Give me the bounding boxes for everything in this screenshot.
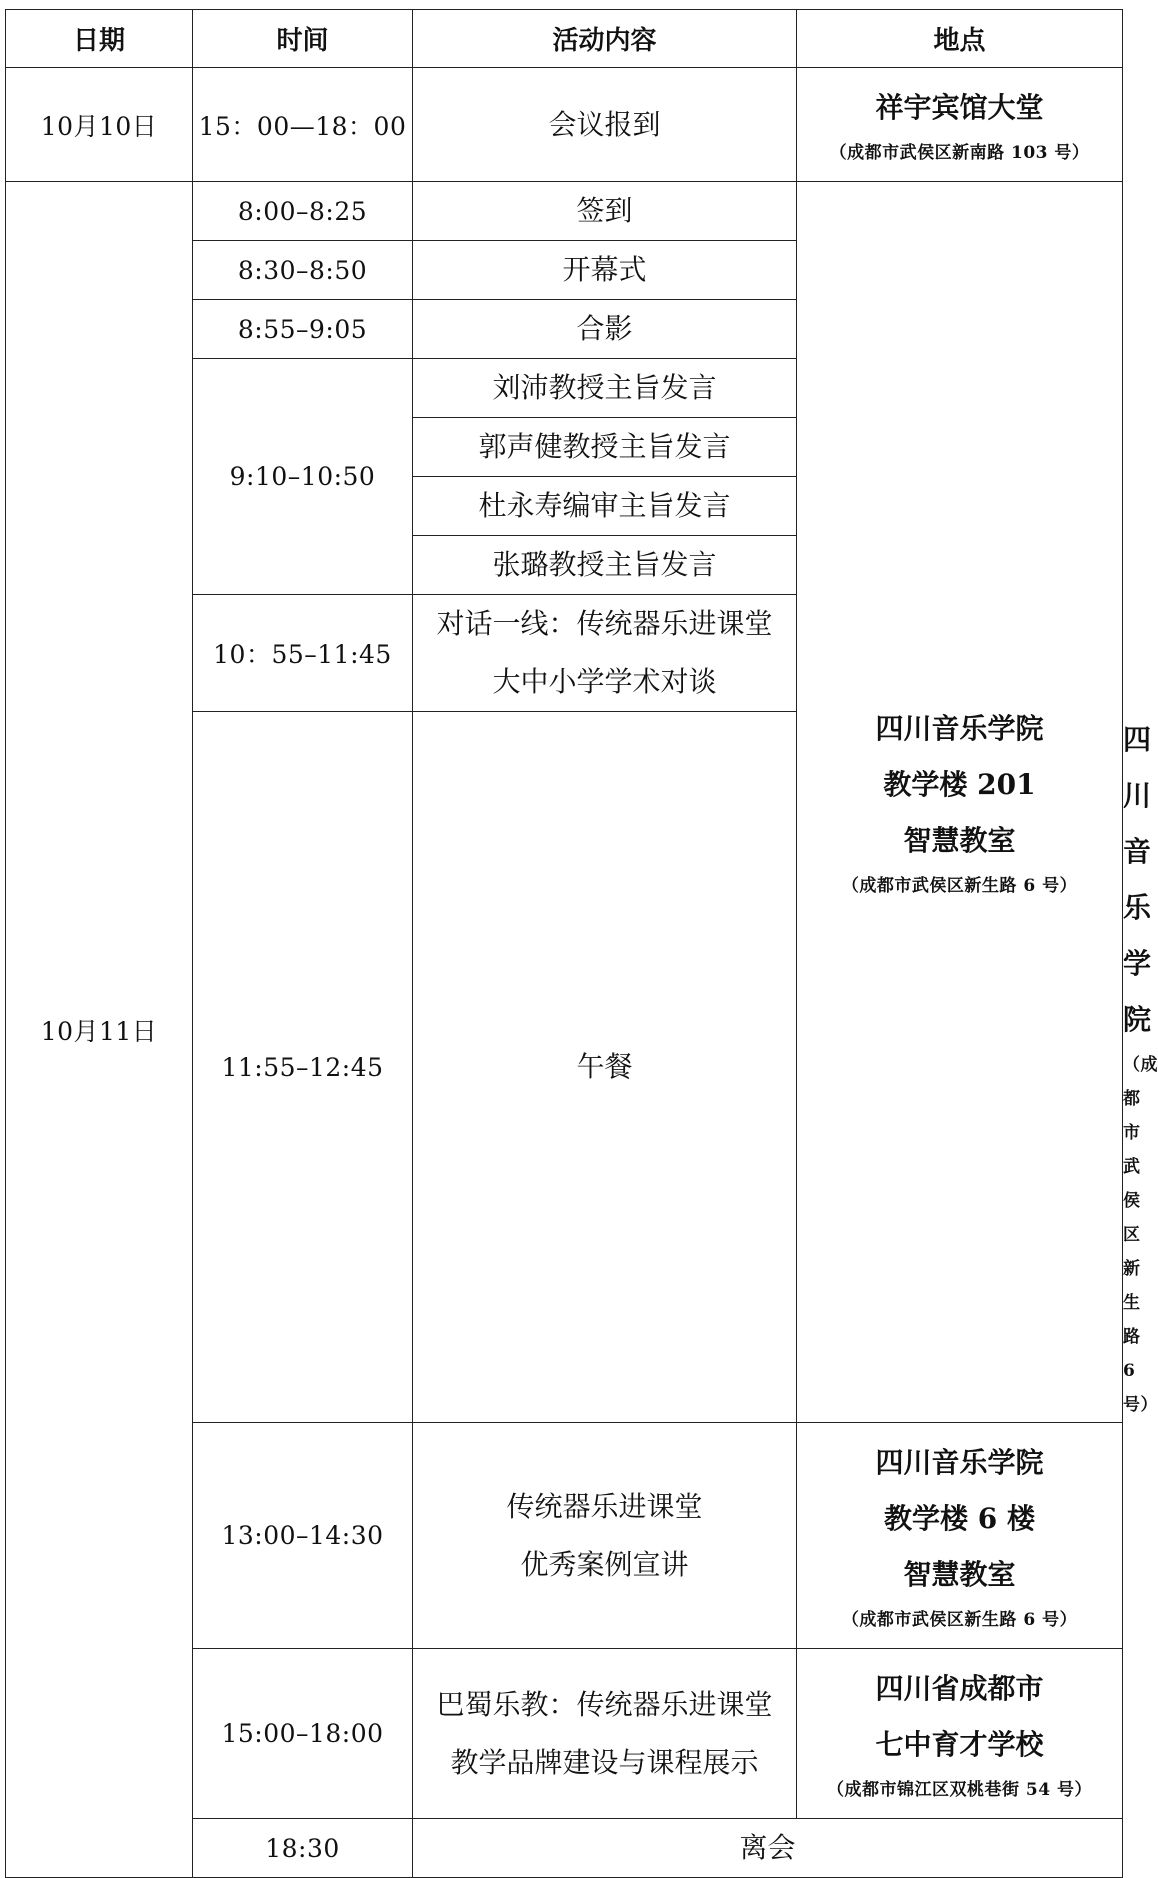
schedule-table: [5, 9, 1158, 1878]
location-address: （成都市武侯区新南路 103 号）: [829, 142, 1090, 163]
activity-line: 传统器乐进课堂: [506, 1489, 703, 1523]
location-line: 四川音乐学院: [875, 1445, 1044, 1479]
table-row: 11:55–12:45 午餐 四川音乐学院 （成都市武侯区新生路 6 号）: [6, 712, 1123, 1423]
location-line: 四川省成都市: [875, 1671, 1044, 1705]
table-row: [6, 68, 1123, 182]
table-row: [6, 182, 1123, 241]
schedule-page: [5, 9, 1158, 1878]
lunch-time: 11:55–12:45: [193, 712, 413, 1423]
leave-time: 18:30: [193, 1819, 413, 1878]
cases-activity: [413, 1423, 797, 1649]
day1-date: 10月10日: [6, 68, 193, 182]
photo-time: 8:55–9:05: [193, 300, 413, 359]
lunch-activity: 午餐: [413, 712, 797, 1423]
header-row: [6, 10, 1123, 68]
header-activity: 活动内容: [413, 10, 797, 68]
location-line: 四川音乐学院: [875, 712, 1044, 745]
location-line: 智慧教室: [903, 824, 1016, 857]
bashu-time: 15:00–18:00: [193, 1649, 413, 1819]
dialogue-activity: [413, 595, 797, 712]
keynote-time: 9:10–10:50: [193, 359, 413, 595]
location-line: 七中育才学校: [875, 1727, 1044, 1761]
afternoon-location: [797, 1423, 1123, 1649]
activity-line: 优秀案例宣讲: [520, 1547, 689, 1581]
cases-time: 13:00–14:30: [193, 1423, 413, 1649]
keynote-speech: 张璐教授主旨发言: [413, 536, 797, 595]
bashu-activity: [413, 1649, 797, 1819]
location-line: 智慧教室: [903, 1557, 1016, 1591]
day1-location: [797, 68, 1123, 182]
leave-activity: 离会: [413, 1819, 1123, 1878]
school-location: [797, 1649, 1123, 1819]
activity-line: 大中小学学术对谈: [492, 665, 717, 698]
keynote-speech: 杜永寿编审主旨发言: [413, 477, 797, 536]
dialogue-time: 10：55–11:45: [193, 595, 413, 712]
header-location: 地点: [797, 10, 1123, 68]
day1-activity: 会议报到: [413, 68, 797, 182]
morning-location: [797, 182, 1123, 1423]
header-time: 时间: [193, 10, 413, 68]
header-date: 日期: [6, 10, 193, 68]
signin-time: 8:00–8:25: [193, 182, 413, 241]
location-address: （成都市武侯区新生路 6 号）: [841, 1609, 1078, 1630]
location-line: 教学楼 201: [883, 768, 1036, 801]
day1-time: 15：00—18：00: [193, 68, 413, 182]
location-line: 教学楼 6 楼: [884, 1501, 1035, 1535]
day2-date: 10月11日: [6, 182, 193, 1878]
activity-line: 教学品牌建设与课程展示: [450, 1745, 759, 1779]
activity-line: 对话一线：传统器乐进课堂: [436, 607, 773, 640]
location-name: 祥宇宾馆大堂: [875, 90, 1044, 124]
location-address: （成都市武侯区新生路 6 号）: [841, 876, 1078, 896]
activity-line: 巴蜀乐教：传统器乐进课堂: [436, 1687, 773, 1721]
location-address: （成都市锦江区双桃巷街 54 号）: [827, 1779, 1092, 1800]
signin-activity: 签到: [413, 182, 797, 241]
keynote-speech: 郭声健教授主旨发言: [413, 418, 797, 477]
opening-time: 8:30–8:50: [193, 241, 413, 300]
keynote-speech: 刘沛教授主旨发言: [413, 359, 797, 418]
photo-activity: 合影: [413, 300, 797, 359]
opening-activity: 开幕式: [413, 241, 797, 300]
